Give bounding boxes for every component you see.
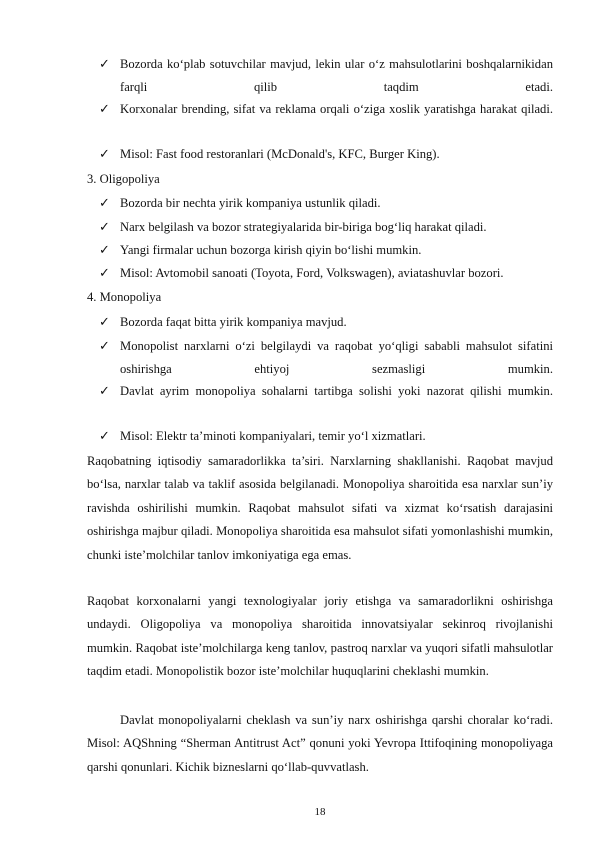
check-icon: ✓: [99, 383, 110, 398]
bullet-item: Misol: Fast food restoranlari (McDonald's, KFC, Burger King).: [120, 147, 440, 161]
body-paragraph: Davlat monopoliyalarni cheklash va sun’iy narx oshirishga qarshi choralar ko‘radi. Misol: AQShning “Sherman Antitrust Act” qonuni yoki Yevropa Ittifoqining monopoliyaga qarshi qonunlari. Kichik bizneslarni qo‘llab-quvvatlash.: [87, 713, 553, 774]
bullet-item: Bozorda faqat bitta yirik kompaniya mavjud.: [120, 315, 347, 329]
bullet-item: Yangi firmalar uchun bozorga kirish qiyin bo‘lishi mumkin.: [120, 243, 422, 257]
check-icon: ✓: [99, 338, 110, 353]
bullet-item: Narx belgilash va bozor strategiyalarida bir-biriga bog‘liq harakat qiladi.: [120, 220, 487, 234]
check-icon: ✓: [99, 265, 110, 280]
bullet-item: Misol: Avtomobil sanoati (Toyota, Ford, Volkswagen), aviatashuvlar bozori.: [120, 266, 504, 280]
section-heading: 3. Oligopoliya: [87, 172, 160, 186]
check-icon: ✓: [99, 195, 110, 210]
bullet-item: Misol: Elektr ta’minoti kompaniyalari, temir yo‘l xizmatlari.: [120, 429, 426, 443]
body-paragraph: Raqobat korxonalarni yangi texnologiyalar joriy etishga va samaradorlikni oshirishga undaydi. Oligopoliya va monopoliya sharoitida innovatsiyalar sekinroq rivojlanishi mumkin. Raqobat iste’molchilarga keng tanlov, pastroq narxlar va yuqori sifatli mahsulotlar taqdim etadi. Monopolistik bozor iste’molchilar huquqlarini cheklashi mumkin.: [87, 594, 553, 679]
bullet-item: Bozorda bir nechta yirik kompaniya ustunlik qiladi.: [120, 196, 381, 210]
bullet-item: Korxonalar brending, sifat va reklama orqali o‘ziga xoslik yaratishga harakat qiladi.: [120, 102, 553, 116]
check-icon: ✓: [99, 314, 110, 329]
check-icon: ✓: [99, 146, 110, 161]
bullet-item: Davlat ayrim monopoliya sohalarni tartibga solishi yoki nazorat qilishi mumkin.: [120, 384, 553, 398]
check-icon: ✓: [99, 428, 110, 443]
check-icon: ✓: [99, 242, 110, 257]
check-icon: ✓: [99, 219, 110, 234]
bullet-item: Monopolist narxlarni o‘zi belgilaydi va raqobat yo‘qligi sababli mahsulot sifatini oshirishga ehtiyoj sezmasligi mumkin.: [120, 339, 553, 376]
page-number: 18: [314, 806, 326, 818]
body-paragraph: Raqobatning iqtisodiy samaradorlikka ta’siri. Narxlarning shakllanishi. Raqobat mavjud bo‘lsa, narxlar talab va taklif asosida belgilanadi. Monopoliya sharoitida esa narxlar sun’iy ravishda oshirilishi mumkin. Raqobat mahsulot sifati va xizmat ko‘rsatish darajasini oshirishga majbur qiladi. Monopoliya sharoitida esa mahsulot sifati yomonlashishi mumkin, chunki iste’molchilar tanlov imkoniyatiga ega emas.: [87, 454, 553, 562]
check-icon: ✓: [99, 101, 110, 116]
section-heading: 4. Monopoliya: [87, 290, 162, 304]
check-icon: ✓: [99, 56, 110, 71]
bullet-item: Bozorda ko‘plab sotuvchilar mavjud, lekin ular o‘z mahsulotlarini boshqalarnikidan farqli qilib taqdim etadi.: [120, 57, 553, 94]
